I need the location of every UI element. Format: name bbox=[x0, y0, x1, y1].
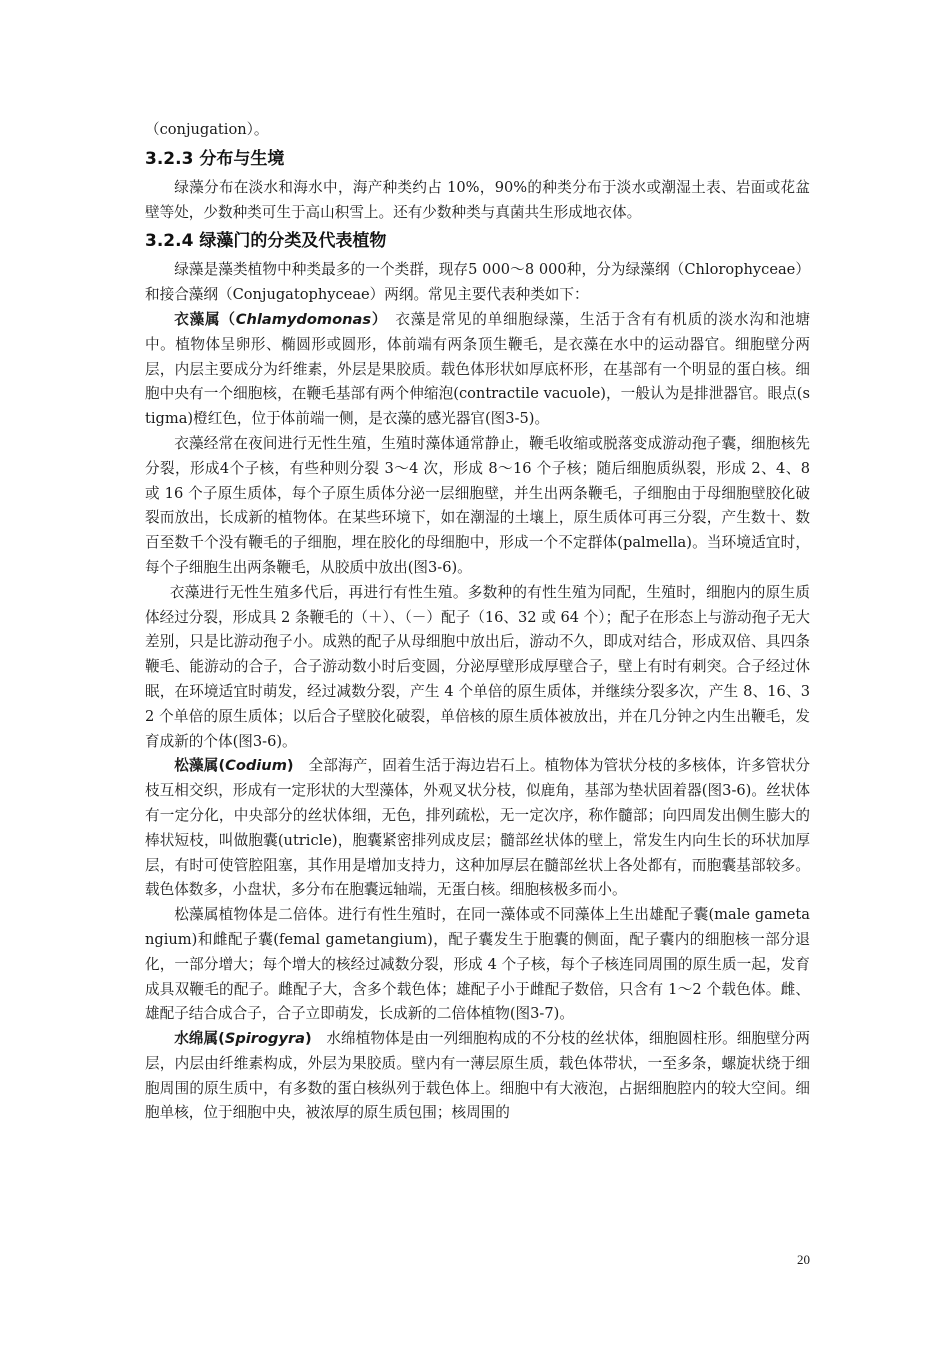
genus-name-close: ) bbox=[305, 1030, 312, 1048]
paragraph-codium-reproduction: 松藻属植物体是二倍体。进行有性生殖时，在同一藻体或不同藻体上生出雄配子囊(male gametangium)和雌配子囊(femal gametangium)，配子囊发生于胞囊的侧面，配子囊内的细胞核一部分退化，一部分增大；每个增大的核经过减数分裂，形成 4 个子核，每个子核连同周围的原生质一起，发育成具双鞭毛的配子。雌配子大，含多个载色体；雄配子小于雌配子数倍，只含有 1～2 个载色体。雌、雄配子结合成合子，合子立即萌发，长成新的二倍体植物(图3-7)。 bbox=[145, 906, 810, 1023]
genus-name-close: ） bbox=[371, 310, 380, 328]
paragraph-body: 全部海产，固着生活于海边岩石上。植物体为管状分枝的多核体，许多管状分枝互相交织，形成有一定形状的大型藻体，外观叉状分枝，似鹿角，基部为垫状固着器(图3-6)。丝状体有一定分化，中央部分的丝状体细，无色，排列疏松，无一定次序，称作髓部；向四周发出侧生膨大的棒状短枝，叫做胞囊(utricle)，胞囊紧密排列成皮层；髓部丝状体的壁上，常发生内向生长的环状加厚层，有时可使管腔阻塞，其作用是增加支持力，这种加厚层在髓部丝状上各处都有，而胞囊基部较多。载色体数多，小盘状，多分布在胞囊远轴端，无蛋白核。细胞核极多而小。 bbox=[145, 757, 810, 899]
paragraph-chlamydomonas bbox=[145, 308, 810, 432]
genus-name-cn: 水绵属( bbox=[174, 1030, 225, 1048]
genus-name-cn: 松藻属( bbox=[174, 757, 226, 775]
genus-name-cn: 衣藻属（ bbox=[174, 310, 236, 328]
paragraph-codium bbox=[145, 754, 810, 903]
paragraph-spirogyra bbox=[145, 1027, 810, 1126]
genus-heading-spirogyra bbox=[174, 1030, 312, 1047]
paragraph-asexual-reproduction: 衣藻经常在夜间进行无性生殖，生殖时藻体通常静止，鞭毛收缩或脱落变成游动孢子囊，细胞核先分裂，形成4个子核，有些种则分裂 3～4 次，形成 8～16 个子核；随后细胞质纵裂，形成 2、4、8 或 16 个子原生质体，每个子原生质体分泌一层细胞壁，并生出两条鞭毛，子细胞由于母细胞壁胶化破裂而放出，长成新的植物体。在某些环境下，如在潮湿的土壤上，原生质体可再三分裂，产生数十、数百至数千个没有鞭毛的子细胞，埋在胶化的母细胞中，形成一个不定群体(palmella)。当环境适宜时，每个子细胞生出两条鞭毛，从胶质中放出(图3-6)。 bbox=[145, 434, 810, 576]
section-heading-classification: 3.2.4 绿藻门的分类及代表植物 bbox=[145, 231, 387, 252]
genus-name-latin: Chlamydomonas bbox=[235, 310, 372, 328]
paragraph-body: 水绵植物体是由一列细胞构成的不分枝的丝状体，细胞圆柱形。细胞壁分两层，内层由纤维素构成，外层为果胶质。壁内有一薄层原生质，载色体带状，一至多条，螺旋状绕于细胞周围的原生质中，有多数的蛋白核纵列于载色体上。细胞中有大液泡，占据细胞腔内的较大空间。细胞单核，位于细胞中央，被浓厚的原生质包围；核周围的 bbox=[145, 1030, 810, 1122]
genus-heading-chlamydomonas bbox=[174, 311, 380, 328]
paragraph-classification-intro: 绿藻是藻类植物中种类最多的一个类群，现存5 000～8 000种，分为绿藻纲（Chlorophyceae）和接合藻纲（Conjugatophyceae）两纲。常见主要代表种类如下： bbox=[145, 261, 810, 304]
page-body bbox=[145, 118, 810, 1126]
genus-name-latin: Codium bbox=[225, 757, 287, 775]
genus-heading-codium bbox=[174, 757, 293, 774]
section-heading-distribution: 3.2.3 分布与生境 bbox=[145, 148, 285, 169]
paragraph-distribution: 绿藻分布在淡水和海水中，海产种类约占 10%，90%的种类分布于淡水或潮湿土表、岩面或花盆壁等处，少数种类可生于高山积雪上。还有少数种类与真菌共生形成地衣体。 bbox=[145, 178, 810, 221]
paragraph-continuation: （conjugation）。 bbox=[145, 121, 269, 138]
genus-name-close: ) bbox=[286, 757, 294, 775]
genus-name-latin: Spirogyra bbox=[224, 1030, 306, 1048]
paragraph-body: 衣藻是常见的单细胞绿藻，生活于含有有机质的淡水沟和池塘中。植物体呈卵形、椭圆形或圆形，体前端有两条顶生鞭毛，是衣藻在水中的运动器官。细胞壁分两层，内层主要成分为纤维素，外层是果胶质。载色体形状如厚底杯形，在基部有一个明显的蛋白核。细胞中央有一个细胞核，在鞭毛基部有两个伸缩泡(contractile vacuole)，一般认为是排泄器官。眼点(stigma)橙红色，位于体前端一侧，是衣藻的感光器官(图3-5)。 bbox=[145, 310, 810, 428]
page-number: 20 bbox=[797, 1252, 810, 1267]
paragraph-sexual-reproduction: 衣藻进行无性生殖多代后，再进行有性生殖。多数种的有性生殖为同配，生殖时，细胞内的原生质体经过分裂，形成具 2 条鞭毛的（＋）、（－）配子（16、32 或 64 个）；配子在形态上与游动孢子无大差别，只是比游动孢子小。成熟的配子从母细胞中放出后，游动不久，即成对结合，形成双倍、具四条鞭毛、能游动的合子，合子游动数小时后变圆，分泌厚壁形成厚壁合子，壁上有时有刺突。合子经过休眠，在环境适宜时萌发，经过减数分裂，产生 4 个单倍的原生质体，并继续分裂多次，产生 8、16、32 个单倍的原生质体；以后合子壁胶化破裂，单倍核的原生质体被放出，并在几分钟之内生出鞭毛，发育成新的个体(图3-6)。 bbox=[145, 583, 810, 750]
